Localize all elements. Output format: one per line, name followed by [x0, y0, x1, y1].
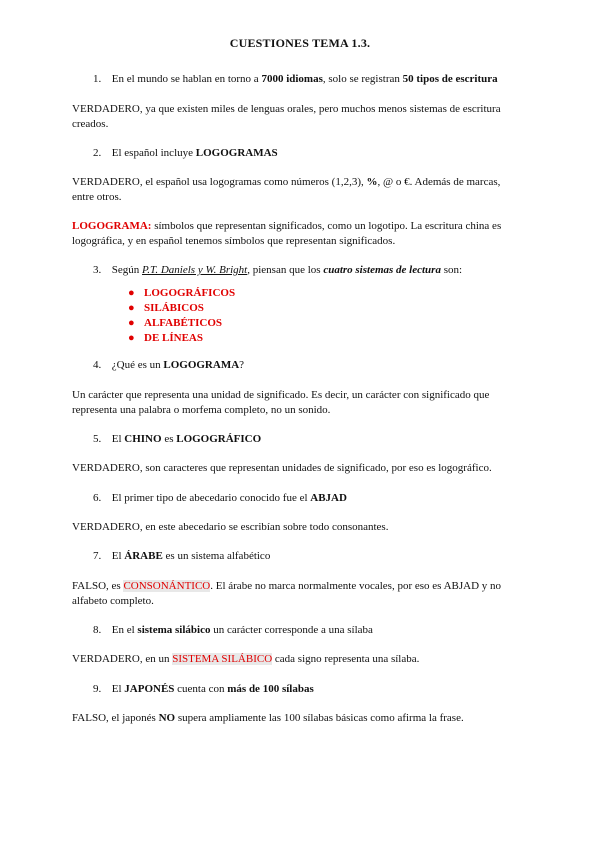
question-text: En el mundo se hablan en torno a: [111, 73, 262, 85]
question-number: 6.: [93, 492, 102, 504]
answer-text: FALSO, es: [72, 580, 124, 592]
question-text: , piensan que los: [247, 264, 324, 276]
question-number: 7.: [93, 550, 102, 562]
answer-text: FALSO, el japonés: [72, 712, 159, 724]
list-item: [128, 301, 235, 316]
question-bold: JAPONÉS: [124, 683, 175, 695]
question-text: un carácter corresponde a una sílaba: [210, 624, 373, 636]
question-text: es: [161, 433, 177, 445]
list-item-label: ALFABÉTICOS: [144, 317, 223, 329]
definition-text: símbolos que representan significados, como un logotipo. La escritura china es logográfica, y en español tenemos símbolos que representan significados.: [72, 220, 502, 247]
question-text: En el: [111, 624, 138, 636]
question-text: El: [111, 550, 125, 562]
answer-text: . El árabe no marca normalmente vocales, por eso es ABJAD y no alfabeto completo.: [72, 580, 502, 607]
question-text: ?: [239, 359, 245, 371]
answer-2: [72, 175, 512, 205]
question-number: 8.: [93, 624, 102, 636]
question-text: , solo se registran: [322, 73, 403, 85]
question-bold: 50 tipos de escritura: [402, 73, 498, 85]
writing-systems-list: [128, 286, 235, 346]
answer-7: [72, 579, 512, 609]
question-text: son:: [440, 264, 463, 276]
question-bold: ÁRABE: [124, 550, 163, 562]
answer-5: VERDADERO, son caracteres que representan unidades de significado, por eso es logográfico.: [72, 462, 492, 474]
bullet-icon: ●: [128, 332, 135, 344]
answer-text: supera ampliamente las 100 sílabas básicas como afirma la frase.: [175, 712, 464, 724]
list-item: [128, 331, 235, 346]
bullet-icon: ●: [128, 302, 135, 314]
answer-text: VERDADERO, en un: [72, 653, 173, 665]
list-item-label: DE LÍNEAS: [144, 332, 203, 344]
question-text: El: [111, 433, 125, 445]
question-bold: LOGOGRAMAS: [195, 147, 278, 159]
list-item-label: LOGOGRÁFICOS: [144, 287, 236, 299]
question-bold: ABJAD: [310, 492, 347, 504]
question-2: [93, 146, 278, 161]
author-reference: P.T. Daniels y W. Bright: [142, 264, 248, 276]
answer-6: VERDADERO, en este abecedario se escribían sobre todo consonantes.: [72, 521, 389, 533]
question-5: [93, 432, 261, 447]
answer-text: VERDADERO, el español usa logogramas como números (1,2,3),: [72, 176, 367, 188]
question-number: 1.: [93, 73, 102, 85]
answer-8: [72, 652, 512, 667]
question-bold: 7000 idiomas: [261, 73, 323, 85]
question-number: 2.: [93, 147, 102, 159]
logograma-definition: [72, 219, 512, 249]
question-bold: LOGOGRÁFICO: [176, 433, 262, 445]
question-3: [93, 263, 462, 278]
list-item: [128, 316, 235, 331]
answer-text: , @ o €. Además de marcas, entre otros.: [72, 176, 501, 203]
question-bold: sistema silábico: [137, 624, 211, 636]
question-text: El primer tipo de abecedario conocido fue el: [111, 492, 311, 504]
definition-term: LOGOGRAMA:: [72, 220, 152, 232]
question-text: cuenta con: [174, 683, 228, 695]
answer-bold: %: [366, 176, 378, 188]
question-9: [93, 682, 314, 697]
question-text: es un sistema alfabético: [162, 550, 271, 562]
question-number: 4.: [93, 359, 102, 371]
question-text: El: [111, 683, 125, 695]
answer-9: [72, 711, 512, 726]
answer-highlight: SISTEMA SILÁBICO: [172, 653, 273, 665]
answer-text: cada signo representa una sílaba.: [272, 653, 420, 665]
bullet-icon: ●: [128, 287, 135, 299]
bullet-icon: ●: [128, 317, 135, 329]
answer-bold: NO: [158, 712, 176, 724]
question-1: [93, 72, 498, 87]
answer-4: Un carácter que representa una unidad de significado. Es decir, un carácter con significado que representa una palabra o morfema completo, no un sonido.: [72, 389, 490, 416]
question-number: 9.: [93, 683, 102, 695]
answer-1: VERDADERO, ya que existen miles de lenguas orales, pero muchos menos sistemas de escritura creados.: [72, 103, 501, 130]
question-8: [93, 623, 373, 638]
list-item: [128, 286, 235, 301]
question-4: [93, 358, 244, 373]
question-text: Según: [111, 264, 142, 276]
question-6: [93, 491, 347, 506]
question-text: ¿Qué es un: [111, 359, 164, 371]
answer-highlight: CONSONÁNTICO: [123, 580, 211, 592]
question-text: El español incluye: [111, 147, 196, 159]
page-title: CUESTIONES TEMA 1.3.: [229, 36, 371, 50]
question-number: 3.: [93, 264, 102, 276]
question-bold: más de 100 sílabas: [227, 683, 314, 695]
question-bold: CHINO: [124, 433, 162, 445]
question-bold: LOGOGRAMA: [163, 359, 240, 371]
question-number: 5.: [93, 433, 102, 445]
list-item-label: SILÁBICOS: [144, 302, 204, 314]
question-7: [93, 549, 270, 564]
question-bold: cuatro sistemas de lectura: [323, 264, 441, 276]
